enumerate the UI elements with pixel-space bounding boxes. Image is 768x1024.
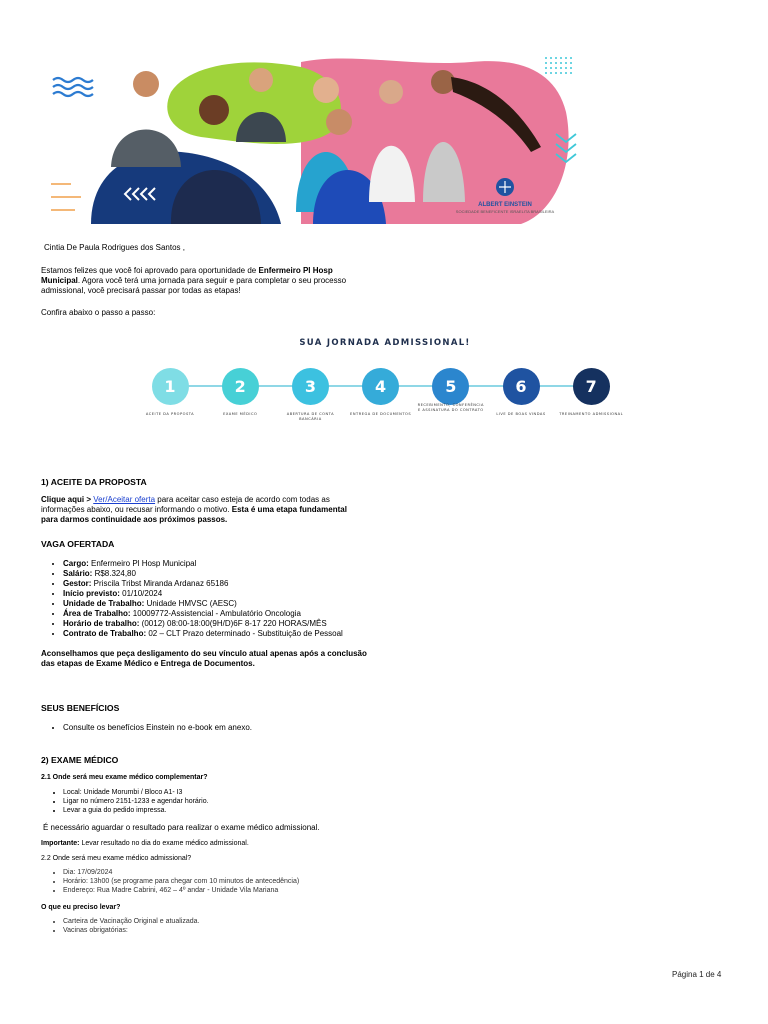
vaga-item-label: Unidade de Trabalho: bbox=[63, 599, 145, 608]
step-number-circle: 6 bbox=[503, 368, 540, 405]
vaga-item bbox=[63, 559, 366, 569]
intro-paragraph bbox=[41, 266, 371, 296]
vaga-item bbox=[63, 579, 366, 589]
vaga-item-label: Horário de trabalho: bbox=[63, 619, 140, 628]
vaga-item-label: Área de Trabalho: bbox=[63, 609, 131, 618]
beneficios-list bbox=[41, 723, 381, 733]
vaga-item bbox=[63, 599, 366, 609]
step-label: ABERTURA DE CONTA BANCÁRIA bbox=[286, 412, 335, 422]
section-exame bbox=[41, 755, 371, 935]
vaga-item-value: Unidade HMVSC (AESC) bbox=[144, 599, 237, 608]
journey-step-4 bbox=[346, 368, 416, 417]
vaga-item bbox=[63, 629, 366, 639]
vaga-list bbox=[41, 559, 366, 639]
vaga-item bbox=[63, 589, 366, 599]
banner-illustration bbox=[51, 52, 579, 224]
step-label: ACEITE DA PROPOSTA bbox=[145, 412, 195, 416]
step-number-circle: 1 bbox=[152, 368, 189, 405]
q1-note: É necessário aguardar o resultado para realizar o exame médico admissional. bbox=[43, 823, 320, 832]
step-number-circle: 7 bbox=[573, 368, 610, 405]
vaga-title: VAGA OFERTADA bbox=[41, 539, 115, 549]
section1-text bbox=[41, 495, 366, 525]
q1-list bbox=[41, 788, 371, 815]
section1-bold-tail: Esta é uma etapa fundamental para darmos continuidade aos próximos passos. bbox=[41, 505, 347, 524]
step-label: RECEBIMENTO, CONFERÊNCIA E ASSINATURA DO CONTRATO bbox=[417, 403, 484, 413]
step-number-circle: 4 bbox=[362, 368, 399, 405]
vaga-advice: Aconselhamos que peça desligamento do seu vínculo atual apenas após a conclusão das etapas de Exame Médico e Entrega de Documentos. bbox=[41, 649, 367, 668]
vaga-item-value: R$8.324,80 bbox=[92, 569, 136, 578]
q3-list bbox=[41, 917, 371, 935]
vaga-item bbox=[63, 609, 366, 619]
journey-graphic bbox=[145, 334, 624, 444]
journey-title: SUA JORNADA ADMISSIONAL! bbox=[299, 338, 471, 348]
step-label: ENTREGA DE DOCUMENTOS bbox=[350, 412, 412, 416]
vaga-item-label: Início previsto: bbox=[63, 589, 120, 598]
page-number: Página 1 de 4 bbox=[672, 970, 722, 979]
section1-body: para aceitar caso esteja de acordo com todas as informações abaixo, ou recusar informando o motivo. bbox=[41, 495, 330, 514]
step-number-circle: 2 bbox=[222, 368, 259, 405]
vaga-item-value: 10009772-Assistencial - Ambulatório Oncologia bbox=[130, 609, 301, 618]
intro-role: Enfermeiro Pl Hosp Municipal bbox=[41, 266, 333, 285]
list-item: • Carteira de Vacinação Original e atualizada. bbox=[63, 917, 371, 926]
list-item: • Levar a guia do pedido impressa. bbox=[63, 806, 371, 815]
greeting-block bbox=[41, 243, 381, 253]
list-item: • Local: Unidade Morumbi / Bloco A1- I3 bbox=[63, 788, 371, 797]
click-here-label: Clique aqui > bbox=[41, 495, 92, 504]
vaga-item-value: Enfermeiro Pl Hosp Municipal bbox=[88, 559, 197, 568]
journey-step-1 bbox=[135, 368, 205, 417]
q2-heading: 2.2 Onde será meu exame médico admissional? bbox=[41, 855, 192, 862]
q2-list bbox=[41, 868, 371, 895]
intro-pre: Estamos felizes que você foi aprovado para oportunidade de bbox=[41, 266, 259, 275]
list-item: • Horário: 13h00 (se programe para chegar com 10 minutos de antecedência) bbox=[63, 877, 371, 886]
list-item: • Dia: 17/09/2024 bbox=[63, 868, 371, 877]
step-label: TREINAMENTO ADMISSIONAL bbox=[559, 412, 624, 416]
vaga-item-label: Cargo: bbox=[63, 559, 89, 568]
vaga-item-label: Contrato de Trabalho: bbox=[63, 629, 147, 638]
section-aceite bbox=[41, 477, 366, 669]
step-number-circle: 5 bbox=[432, 368, 469, 405]
journey-step-2 bbox=[205, 368, 275, 417]
greeting: Cintia De Paula Rodrigues dos Santos , bbox=[44, 243, 185, 252]
list-item: • Vacinas obrigatórias: bbox=[63, 926, 371, 935]
q1-heading: 2.1 Onde será meu exame médico complementar? bbox=[41, 774, 208, 781]
vaga-item-value: (0012) 08:00-18:00(9H/D)6F 8-17 220 HORAS/MÊS bbox=[139, 619, 327, 628]
section-beneficios bbox=[41, 703, 381, 733]
step-number-circle: 3 bbox=[292, 368, 329, 405]
vaga-item-label: Gestor: bbox=[63, 579, 92, 588]
accept-offer-link[interactable]: Ver/Aceitar oferta bbox=[93, 495, 156, 504]
list-item: • Endereço: Rua Madre Cabrini, 462 – 4º andar - Unidade Vila Mariana bbox=[63, 886, 371, 895]
vaga-item-value: 01/10/2024 bbox=[119, 589, 163, 598]
header-banner bbox=[51, 52, 579, 224]
journey-step-5 bbox=[416, 368, 486, 413]
brand-name: ALBERT EINSTEIN bbox=[478, 202, 532, 208]
important-label: Importante: bbox=[41, 840, 80, 847]
journey-step-6 bbox=[486, 368, 556, 417]
step-label: LIVE DE BOAS VINDAS bbox=[496, 412, 546, 416]
vaga-item-value: 02 – CLT Prazo determinado - Substituição de Pessoal bbox=[146, 629, 343, 638]
confira-block bbox=[41, 308, 381, 318]
list-item: • Consulte os benefícios Einstein no e-book em anexo. bbox=[63, 723, 381, 733]
confira-text: Confira abaixo o passo a passo: bbox=[41, 308, 156, 317]
journey-step-7 bbox=[556, 368, 626, 417]
brand-subtitle: SOCIEDADE BENEFICENTE ISRAELITA BRASILEIRA bbox=[455, 209, 555, 214]
vaga-item bbox=[63, 619, 366, 629]
list-item: • Ligar no número 2151-1233 e agendar horário. bbox=[63, 797, 371, 806]
beneficios-title: SEUS BENEFÍCIOS bbox=[41, 703, 120, 713]
vaga-item-value: Priscila Tribst Miranda Ardanaz 65186 bbox=[91, 579, 229, 588]
intro-post: . Agora você terá uma jornada para seguir e para completar o seu processo admissional, você precisará passar por todas as etapas! bbox=[41, 276, 347, 295]
step-label: EXAME MÉDICO bbox=[223, 412, 258, 416]
important-text: Levar resultado no dia do exame médico admissional. bbox=[79, 840, 249, 847]
vaga-item-label: Salário: bbox=[63, 569, 93, 578]
vaga-item bbox=[63, 569, 366, 579]
q3-heading: O que eu preciso levar? bbox=[41, 904, 121, 911]
section2-title: 2) EXAME MÉDICO bbox=[41, 755, 119, 765]
journey-step-3 bbox=[275, 368, 345, 422]
section1-title: 1) ACEITE DA PROPOSTA bbox=[41, 477, 147, 487]
